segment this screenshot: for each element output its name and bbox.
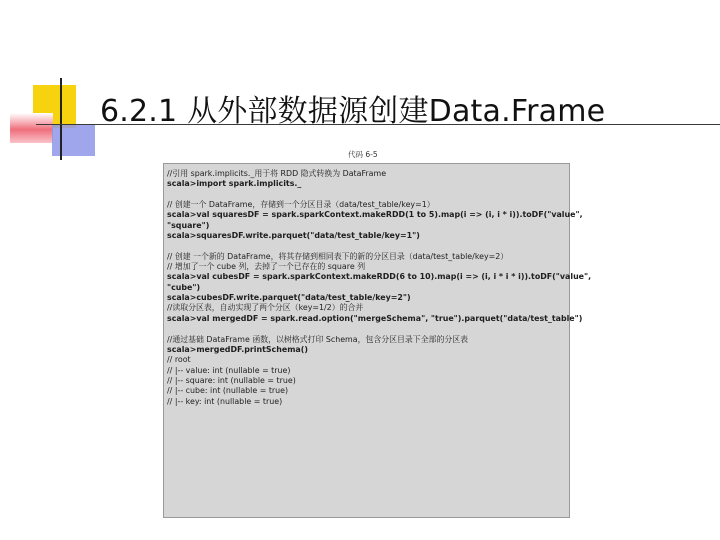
code-line: // |-- value: int (nullable = true) (167, 365, 291, 375)
code-line: // |-- key: int (nullable = true) (167, 396, 283, 406)
code-line: //通过基础 DataFrame 函数，以树格式打印 Schema，包含分区目录下全部的分区表 (167, 334, 469, 344)
code-line: // |-- square: int (nullable = true) (167, 375, 296, 385)
decor-pink-square (10, 113, 53, 143)
slide-title: 6.2.1 从外部数据源创建Data.Frame (100, 94, 606, 129)
code-line: "square") (167, 220, 210, 230)
code-line: scala>mergedDF.printSchema() (167, 344, 308, 354)
code-line (167, 324, 563, 334)
code-listing (163, 163, 592, 518)
code-line: scala>squaresDF.write.parquet("data/test_table/key=1") (167, 231, 420, 241)
code-caption: 代码 6-5 (348, 150, 378, 159)
code-line: scala>import spark.implicits._ (167, 179, 302, 189)
code-line: // 创建 一个新的 DataFrame，将其存储到相同表下的新的分区目录（data/test_table/key=2） (167, 251, 509, 261)
code-line: // root (167, 355, 191, 365)
code-line: //读取分区表，自动实现了两个分区（key=1/2）的合并 (167, 303, 364, 313)
decor-vertical-line (60, 78, 62, 160)
code-line: scala>val squaresDF = spark.sparkContext.makeRDD(1 to 5).map(i => (i, i * i)).toDF("value", (167, 210, 583, 220)
code-line (167, 190, 563, 200)
code-line: "cube") (167, 282, 201, 292)
code-line: // 增加了一个 cube 列，去掉了一个已存在的 square 列 (167, 262, 366, 272)
code-line: //引用 spark.implicits._用于将 RDD 隐式转换为 DataFrame (167, 169, 387, 178)
code-line (167, 241, 563, 251)
decor-blue-square (52, 124, 95, 156)
code-line: // |-- cube: int (nullable = true) (167, 386, 289, 396)
code-line: scala>cubesDF.write.parquet("data/test_table/key=2") (167, 293, 411, 303)
code-line: // 创建一个 DataFrame，存储到一个分区目录（data/test_table/key=1） (167, 200, 435, 210)
code-line: scala>val mergedDF = spark.read.option("mergeSchema", "true").parquet("data/test_table") (167, 313, 583, 323)
code-line: scala>val cubesDF = spark.sparkContext.makeRDD(6 to 10).map(i => (i, i * i * i)).toDF("value", (167, 272, 592, 282)
